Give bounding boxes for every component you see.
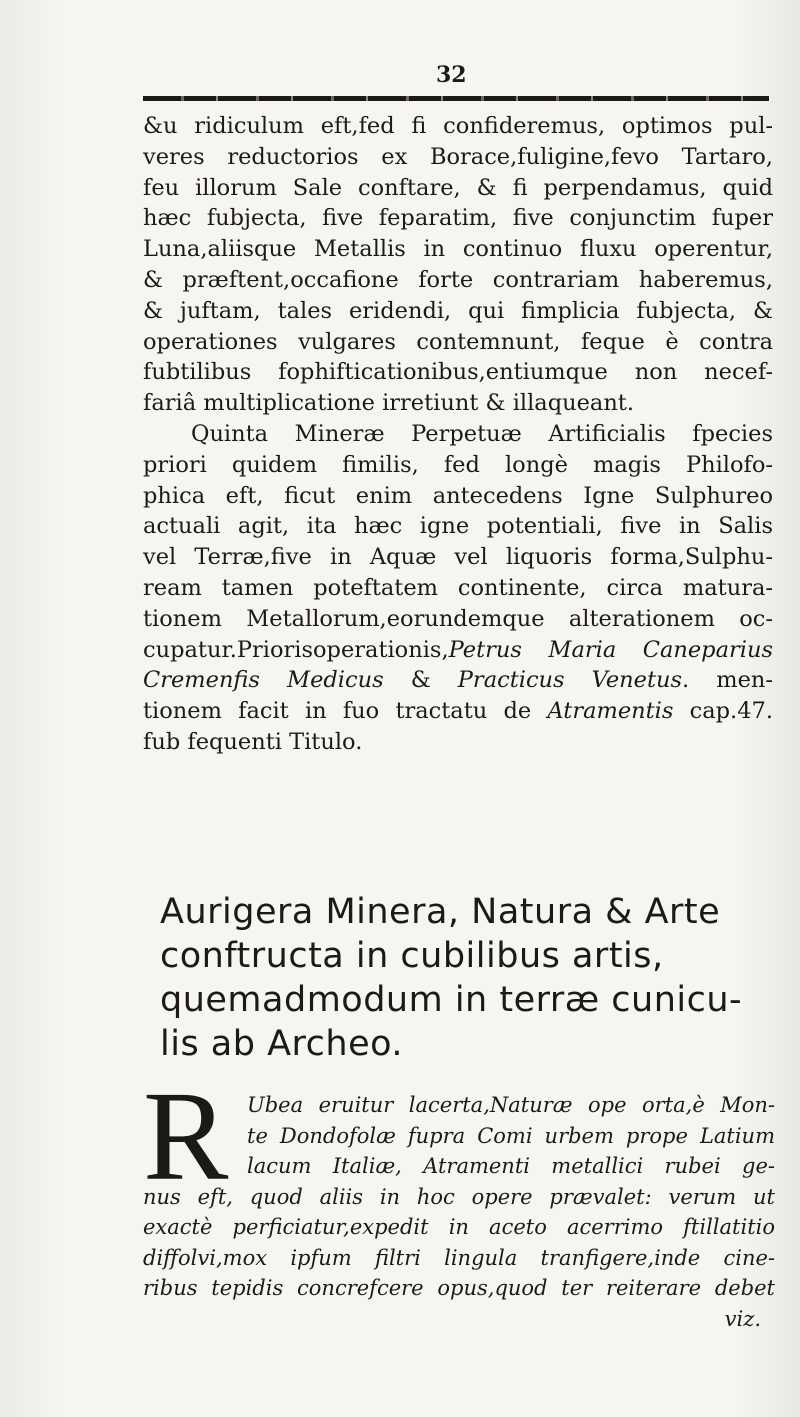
text-line: [143, 665, 773, 696]
text-line: vel Terræ,five in Aquæ vel liquoris forma,Sulphu-: [143, 544, 773, 571]
page-number: 32: [436, 62, 467, 88]
catchword: viz.: [724, 1306, 761, 1331]
text-run: cap.47.: [673, 698, 773, 725]
text-line: lacum Italiæ, Atramenti metallici rubei ge-: [247, 1154, 775, 1178]
heading-line: conftructa in cubilibus artis,: [160, 936, 664, 976]
text-line: [143, 635, 773, 666]
text-line: exactè perficiatur,expedit in aceto acerrimo ftillatitio: [143, 1215, 775, 1239]
text-line: fubtilibus fophifticationibus,entiumque non necef-: [143, 359, 773, 386]
paragraph-1: [143, 111, 773, 419]
text-line: Quinta Mineræ Perpetuæ Artificialis fpecies: [191, 420, 773, 447]
author-name: Petrus Maria Caneparius: [448, 636, 773, 663]
text-run: tionem facit in fuo tractatu de: [143, 698, 548, 725]
text-line: fub fequenti Titulo.: [143, 728, 363, 755]
text-line: diffolvi,mox ipfum filtri lingula tranfigere,inde cine-: [143, 1245, 775, 1270]
text-line: hæc fubjecta, five feparatim, five conjunctim fuper: [143, 205, 773, 232]
text-run: &: [383, 667, 458, 694]
text-line: phica eft, ficut enim antecedens Igne Sulphureo: [143, 482, 773, 509]
text-line: & præftent,occafione forte contrariam haberemus,: [143, 266, 773, 293]
text-line: & juftam, tales eridendi, qui fimplicia fubjecta, &: [143, 297, 773, 324]
text-line: priori quidem fimilis, fed longè magis Philofo-: [143, 451, 773, 478]
text-run: . men-: [682, 667, 773, 694]
text-line: Luna,aliisque Metallis in continuo fluxu operentur,: [143, 236, 773, 263]
text-line: nus eft, quod aliis in hoc opere prævalet: verum ut: [143, 1184, 775, 1209]
text-run: Practicus Venetus: [457, 667, 683, 694]
text-run: Cremenfis Medicus: [143, 667, 384, 694]
text-line: ream tamen poteftatem continente, circa matura-: [143, 574, 773, 601]
drop-cap: R: [143, 1065, 229, 1207]
heading-line: lis ab Archeo.: [160, 1024, 404, 1064]
text-line: te Dondofolæ fupra Comi urbem prope Latium: [247, 1123, 775, 1148]
text-line: tionem Metallorum,eorundemque alterationem oc-: [143, 605, 773, 632]
italic-paragraph: [143, 1090, 775, 1334]
text-line: [143, 696, 773, 727]
text-run: cupatur.Priorisoperationis,: [143, 636, 449, 663]
text-line: veres reductorios ex Borace,fuligine,fevo Tartaro,: [143, 143, 773, 170]
header-rule: [143, 96, 769, 101]
text-line: feu illorum Sale conftare, & fi perpendamus, quid: [143, 174, 773, 201]
text-line: Ubea eruitur lacerta,Naturæ ope orta,è Mon-: [247, 1093, 775, 1117]
text-line: fariâ multiplicatione irretiunt & illaqueant.: [143, 390, 635, 417]
text-line: operationes vulgares contemnunt, feque è contra: [143, 328, 773, 355]
work-title: Atramentis: [547, 698, 674, 725]
text-line: actuali agit, ita hæc igne potentiali, five in Salis: [143, 513, 773, 540]
heading-line: Aurigera Minera, Natura & Arte: [160, 892, 721, 932]
body-text: [143, 111, 773, 758]
heading-line: quemadmodum in terræ cunicu-: [160, 980, 743, 1020]
text-line: ribus tepidis concrefcere opus,quod ter reiterare debet: [143, 1276, 775, 1300]
section-heading: [160, 890, 780, 1066]
paragraph-2: [143, 419, 773, 758]
text-line: &u ridiculum eft,fed fi confideremus, optimos pul-: [143, 113, 773, 139]
